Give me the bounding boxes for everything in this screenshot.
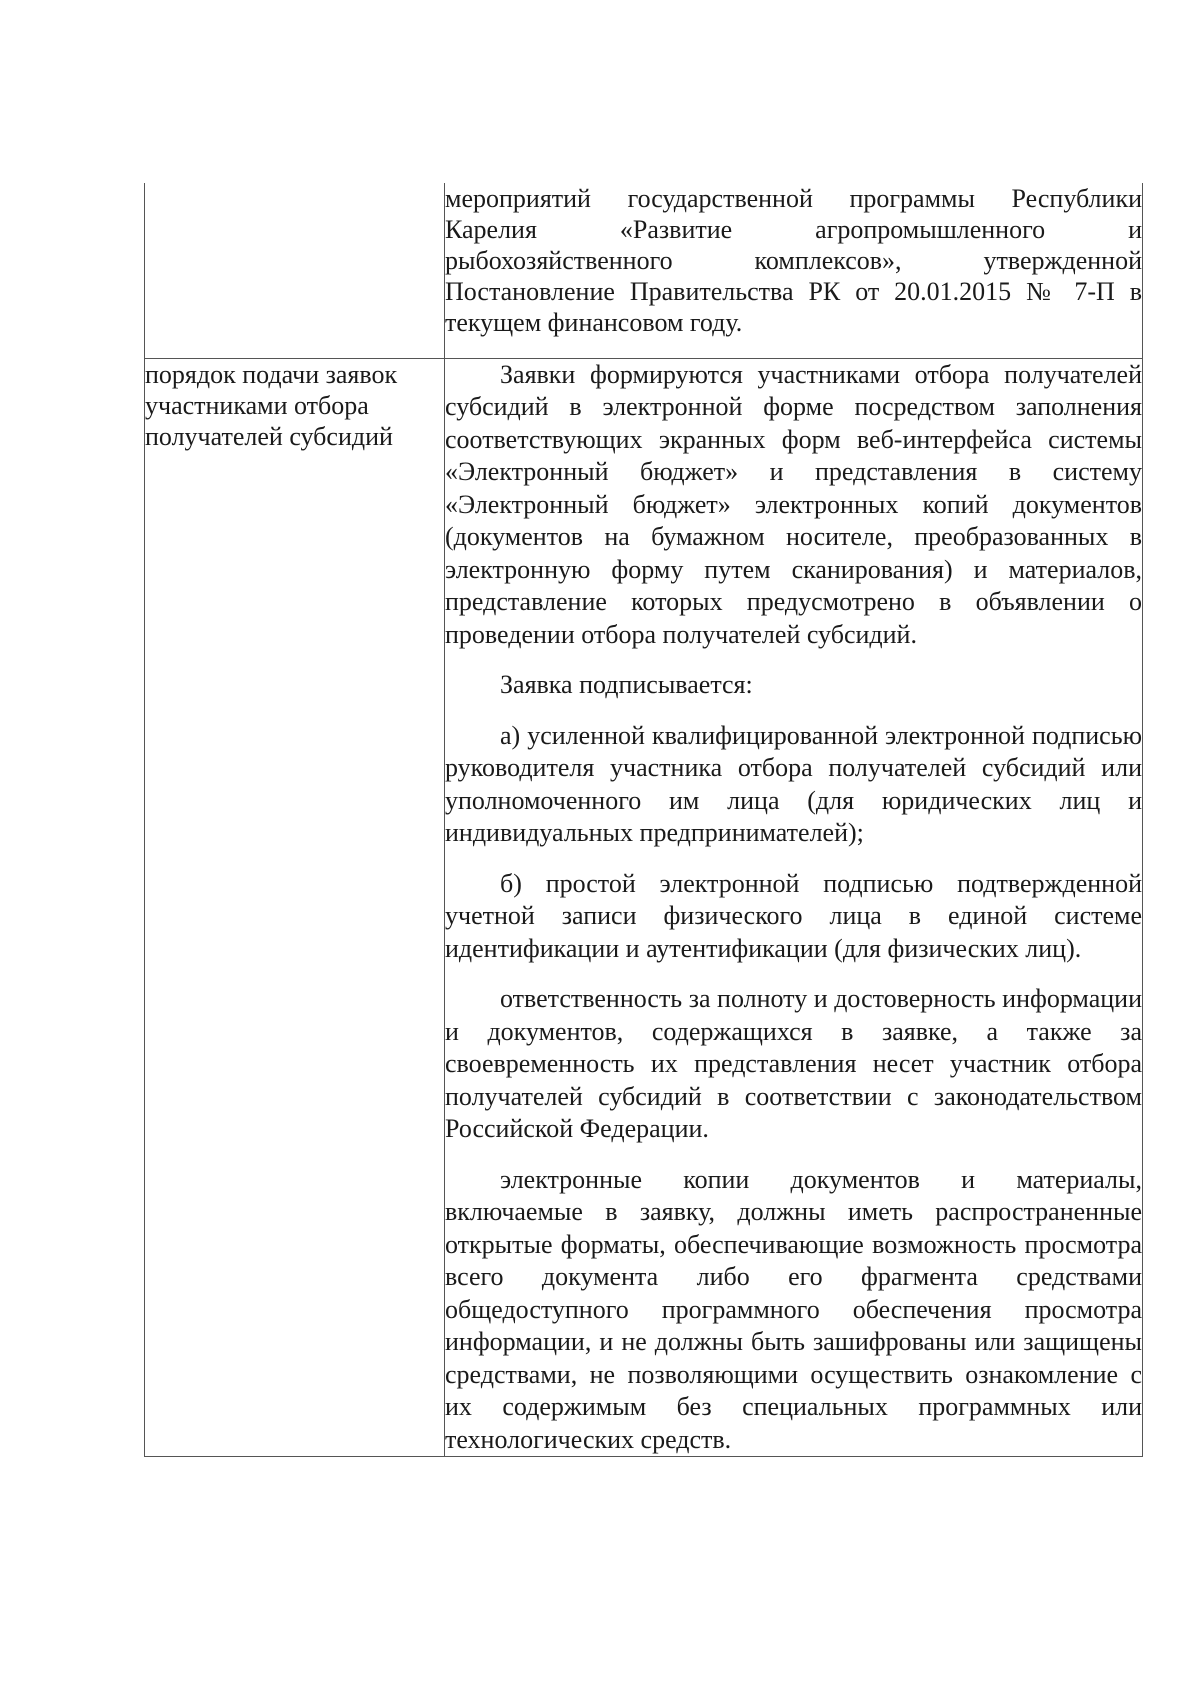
table-row: [145, 358, 1143, 1457]
paragraph-signing-intro: Заявка подписывается:: [500, 670, 753, 699]
paragraph-formats: электронные копии документов и материалы, включаемые в заявку, должны иметь распространенные открытые форматы, обеспечивающие возможность просмотра всего документа либо его фрагмента средствами общедоступного программного обеспечения просмотра информации, и не должны быть зашифрованы или защищены средствами, не позволяющими осуществить ознакомление с их содержимым без специальных программных или технологических средств.: [445, 1164, 1142, 1454]
table-cell-left-label: порядок подачи заявок участниками отбора получателей субсидий: [145, 358, 445, 1457]
table-cell-left-empty: [145, 183, 445, 358]
paragraph-responsibility: ответственность за полноту и достоверность информации и документов, содержащихся в заявке, а также за своевременность их представления несет участник отбора получателей субсидий в соответствии с законодательством Российской Федерации.: [445, 984, 1142, 1143]
table-cell-right-continuation: [445, 183, 1143, 358]
paragraph-signing-b: б) простой электронной подписью подтвержденной учетной записи физического лица в единой системе идентификации и аутентификации (для физических лиц).: [445, 868, 1142, 963]
paragraph-signing-a: а) усиленной квалифицированной электронной подписью руководителя участника отбора получателей субсидий или уполномоченного им лица (для юридических лиц и индивидуальных предпринимателей);: [445, 720, 1142, 847]
paragraph-submission: Заявки формируются участниками отбора получателей субсидий в электронной форме посредством заполнения соответствующих экранных форм веб-интерфейса системы «Электронный бюджет» и представления в систему «Электронный бюджет» электронных копий документов (документов на бумажном носителе, преобразованных в электронную форму путем сканирования) и материалов, представление которых предусмотрено в объявлении о проведении отбора получателей субсидий.: [445, 359, 1142, 649]
document-table: [144, 183, 1143, 1457]
continuation-paragraph: мероприятий государственной программы Республики Карелия «Развитие агропромышленного и рыбохозяйственного комплексов», утвержденной Постановление Правительства РК от 20.01.2015 № 7-П в текущем финансовом году.: [445, 184, 1142, 337]
table-cell-right-content: [445, 358, 1143, 1457]
table-row: [145, 183, 1143, 358]
